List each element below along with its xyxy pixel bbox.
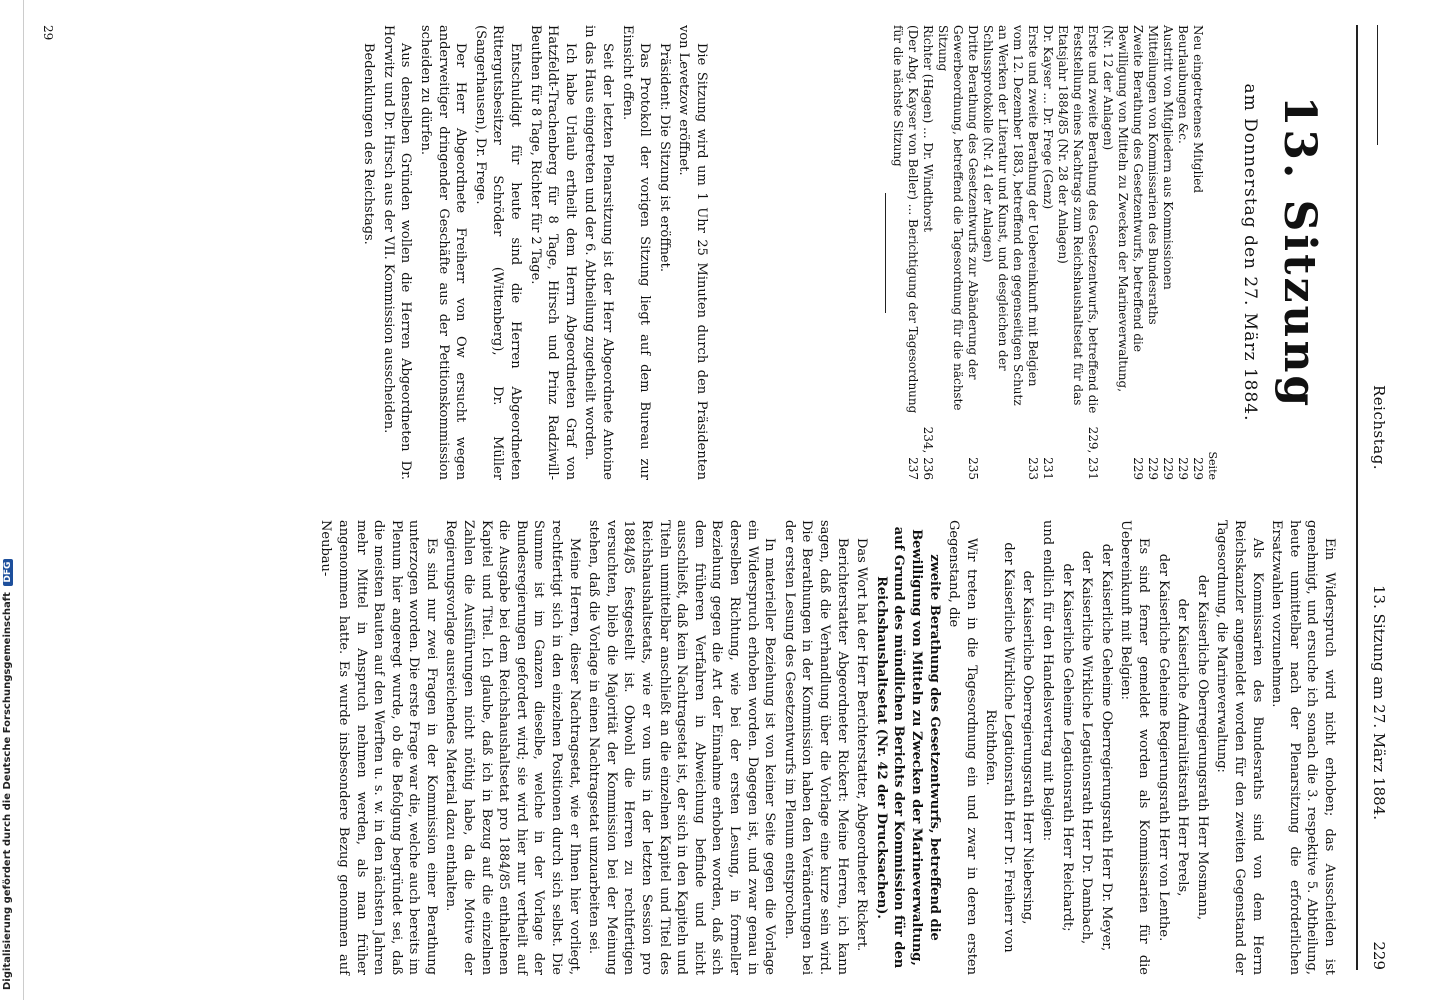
body-paragraph: Es sind nur zwei Fragen in der Kommission einer Berathung unterzogen worden. Die erste Frage war die, welche auch bereits im Plenum hier angeregt wurde, ob die Befolgung begründet sei, daß die meisten Bauten auf den Werften u. s. w. in den nächsten Jahren mehr Mittel in Anspruch nehmen werden, als man früher angenommen hatte. Es wurde insbesondere Bezug genommen auf Neubau-: [318, 520, 439, 975]
body-paragraph: und endlich für den Handelsvertrag mit Belgien:: [1040, 520, 1056, 842]
dfg-logo-icon: DFG: [3, 559, 13, 586]
header-session-ref: 13. Sitzung am 27. März 1884.: [1370, 585, 1388, 820]
commissioner-entry: der Kaiserliche Geheime Oberregierungsrath Herr Dr. Meyer,: [1098, 543, 1114, 952]
toc-row: Dritte Berathung des Gesetzentwurfs zur Abänderung der Gewerbeordnung, betreffend die Tagesordnung für die nächste Sitzung 235: [936, 25, 980, 480]
commissioner-entry: der Kaiserliche Admiralitätsrath Herr Perels,: [1175, 598, 1191, 897]
session-title: 13. Sitzung: [1274, 95, 1325, 410]
body-paragraph: Der Herr Abgeordnete Freiherr von Ow ersucht wegen anderweitiger dringender Geschäfte aus der Petitionskommission scheiden zu dürfen.: [418, 25, 469, 480]
toc-row: Beurlaubungen &c. 229: [1176, 25, 1190, 480]
table-of-contents: [881, 25, 1220, 480]
body-paragraph: Entschuldigt für heute sind die Herren Abgeordneten Rittergutsbesitzer Schröder (Wittenberg), Dr. Müller (Sangerhausen), Dr. Frege.: [472, 25, 524, 480]
commissioner-entry: der Kaiserliche Wirkliche Legationsrath Herr Dr. Dambach,: [1079, 550, 1095, 945]
toc-row: Mitteilungen von Kommissarien des Bundesraths 229: [1146, 25, 1160, 480]
commissioner-entry: der Kaiserliche Geheime Regierungsrath Herr von Lenthe.: [1155, 553, 1171, 942]
page-footer: 29: [41, 25, 55, 41]
commissioner-entry: der Kaiserliche Oberregierungsrath Herr Mosmann,: [1194, 574, 1210, 921]
body-paragraph: Es sind ferner gemeldet worden als Kommissarien für die Uebereinkunft mit Belgien:: [1118, 520, 1152, 975]
header-source: Reichstag.: [1370, 385, 1388, 471]
header-rule: [1377, 25, 1378, 145]
body-paragraph: Als Kommissarien des Bundesraths sind von dem Herrn Reichskanzler angemeldet worden für den zweiten Gegenstand der Tagesordnung, die Marineverwaltung:: [1214, 520, 1265, 975]
agenda-item-heading: zweite Berathung des Gesetzentwurfs, betreffend die Bewilligung von Mitteln zu Zwecken der Marineverwaltung, auf Grund des mündlichen Berichts der Kommission für den Reichshaushaltsetat (Nr. 42 der Drucksachen).: [873, 526, 942, 969]
body-paragraph: Präsident: Die Sitzung ist eröffnet.: [656, 43, 672, 272]
session-date: am Donnerstag den 27. März 1884.: [1240, 83, 1260, 422]
body-paragraph: Bedenklungen des Reichstags.: [361, 43, 377, 245]
body-paragraph: Meine Herren, dieser Nachtragsetat, wie er Ihnen hier vorliegt, rechtfertigt sich in den einzelnen Positionen durch sich selbst. Die Summe ist im Ganzen dieselbe, welche in der Vorlage der Bundesregierungen gefordert wird; sie wird hier nur vertheilt auf die Ausgabe bei dem Reichshaushaltsetat pro 1884/85 enthaltenen Kapitel und Titel. Ich glaube, daß ich in Bezug auf die einzelnen Zahlen die Ausführungen nicht nöthig habe, da die Motive der Regierungsvorlage ausreichendes Material dazu enthalten.: [443, 520, 582, 975]
commissioner-entry: der Kaiserliche Oberregierungsrath Herr Niebersing,: [1020, 570, 1036, 925]
body-paragraph: Das Wort hat der Herr Berichterstatter, Abgeordneter Rickert.: [854, 538, 870, 952]
body-paragraph: In materieller Beziehung ist von keiner Seite gegen die Vorlage ein Widerspruch erhoben worden. Dagegen ist, und zwar genau in derselben Richtung, wie bei der ersten Lesung, in formeller Beziehung gegen die Art der Einnahme erhoben worden, daß sich dem früheren Verfahren in Abweichung befinde und nicht ausschließt, daß kein Nachtragsetat ist, der sich in den Kapiteln und Titeln unmittelbar anschließt an die einzelnen Kapitel und Titel des Reichshaushaltsetats, wie er von uns in der letzten Session pro 1884/85 festgestellt ist. Obwohl die Herren zu rechtfertigen versuchten, blieb die Majorität der Kommission bei der Meinung stehen, daß die Vorlage in einen Nachtragsetat umzuarbeiten sei.: [586, 520, 778, 975]
header-page-number: 229: [1370, 941, 1388, 970]
toc-row: Neu eingetretenes Mitglied 229: [1191, 25, 1205, 480]
body-paragraph: Berichterstatter Abgeordneter Rickert: Meine Herren, ich kann sagen, daß die Verhandlung über die Vorlage eine kurze sein wird. Die Berathungen in der Kommission haben den Veränderungen bei der ersten Lesung des Gesetzentwurfs im Plenum entsprochen.: [781, 520, 850, 975]
body-paragraph: Seit der letzten Plenarsitzung ist der Herr Abgeordnete Antoine in das Haus eingetreten und der 6. Abtheilung zugetheilt worden.: [582, 25, 616, 480]
opening-paragraph: Die Sitzung wird um 1 Uhr 25 Minuten durch den Präsidenten von Levetzow eröffnet.: [676, 25, 709, 480]
body-paragraph: Aus denselben Gründen wollen die Herren Abgeordneten Dr. Horwitz und Dr. Hirsch aus der VII. Kommission ausscheiden.: [380, 25, 414, 480]
right-body-text: [315, 520, 1338, 975]
body-paragraph: Das Protokoll der vorigen Sitzung liegt auf dem Bureau zur Einsicht offen.: [619, 25, 653, 480]
body-paragraph: Wir treten in die Tagesordnung ein und zwar in deren ersten Gegenstand, die: [946, 520, 979, 975]
toc-row: Dr. Kayser ... Dr. Frege (Genz) 231: [1041, 25, 1055, 480]
toc-row: Austritt von Mitgliedern aus Kommissionen 229: [1161, 25, 1175, 480]
body-paragraph: Ich habe Urlaub ertheilt dem Herrn Abgeordneten Graf von Hatzfeldt-Trachenberg für 8 Tage, Hirsch und Prinz Radziwill-Beuthen für 8 Tage, Richter für 2 Tage.: [527, 25, 578, 480]
commissioner-entry: der Kaiserliche Wirkliche Legationsrath Herr Dr. Freiherr von Richthofen.: [983, 542, 1016, 953]
commissioner-entry: der Kaiserliche Geheime Legationsrath Herr Reichardt;: [1059, 563, 1075, 932]
running-header: [1356, 25, 1400, 970]
credit-text: Digitalisierung gefördert durch die Deutsche Forschungsgemeinschaft: [2, 592, 13, 990]
toc-column-head: Seite: [1206, 451, 1219, 480]
toc-row: (Der Abg. Kayser von Beller) ... Berichtigung der Tagesordnung für die nächste Sitzung 237: [891, 25, 920, 480]
left-body-text: [358, 25, 710, 480]
toc-divider: [885, 193, 886, 313]
toc-row: Erste und zweite Berathung der Uebereinkunft mit Belgien vom 12. Dezember 1883, betreffend den gegenseitigen Schutz an Werken der Literatur und Kunst, und desgleichen der Schlussprotokolle (Nr. 41 der Anlagen) 233: [981, 25, 1040, 480]
toc-row: Richter (Hagen) ... Dr. Windthorst 234, 236: [921, 25, 935, 480]
body-paragraph: Ein Widerspruch wird nicht erhoben; das Ausscheiden ist genehmigt, und ersuche ich sonach die 3. respektive 5. Abtheilung, heute unmittelbar nach der Plenarsitzung die erforderlichen Ersatzwahlen vorzunehmen.: [1269, 520, 1337, 975]
toc-row: Zweite Berathung des Gesetzentwurfs, betreffend die Bewilligung von Mitteln zu Zwecken der Marineverwaltung, (Nr. 12 der Anlagen) 229: [1101, 25, 1145, 480]
toc-row: Erste und zweite Berathung des Gesetzentwurfs, betreffend die Feststellung eines Nachtrags zum Reichshaushaltsetat für das Etatsjahr 1884/85 (Nr. 28 der Anlagen) 229, 231: [1056, 25, 1100, 480]
